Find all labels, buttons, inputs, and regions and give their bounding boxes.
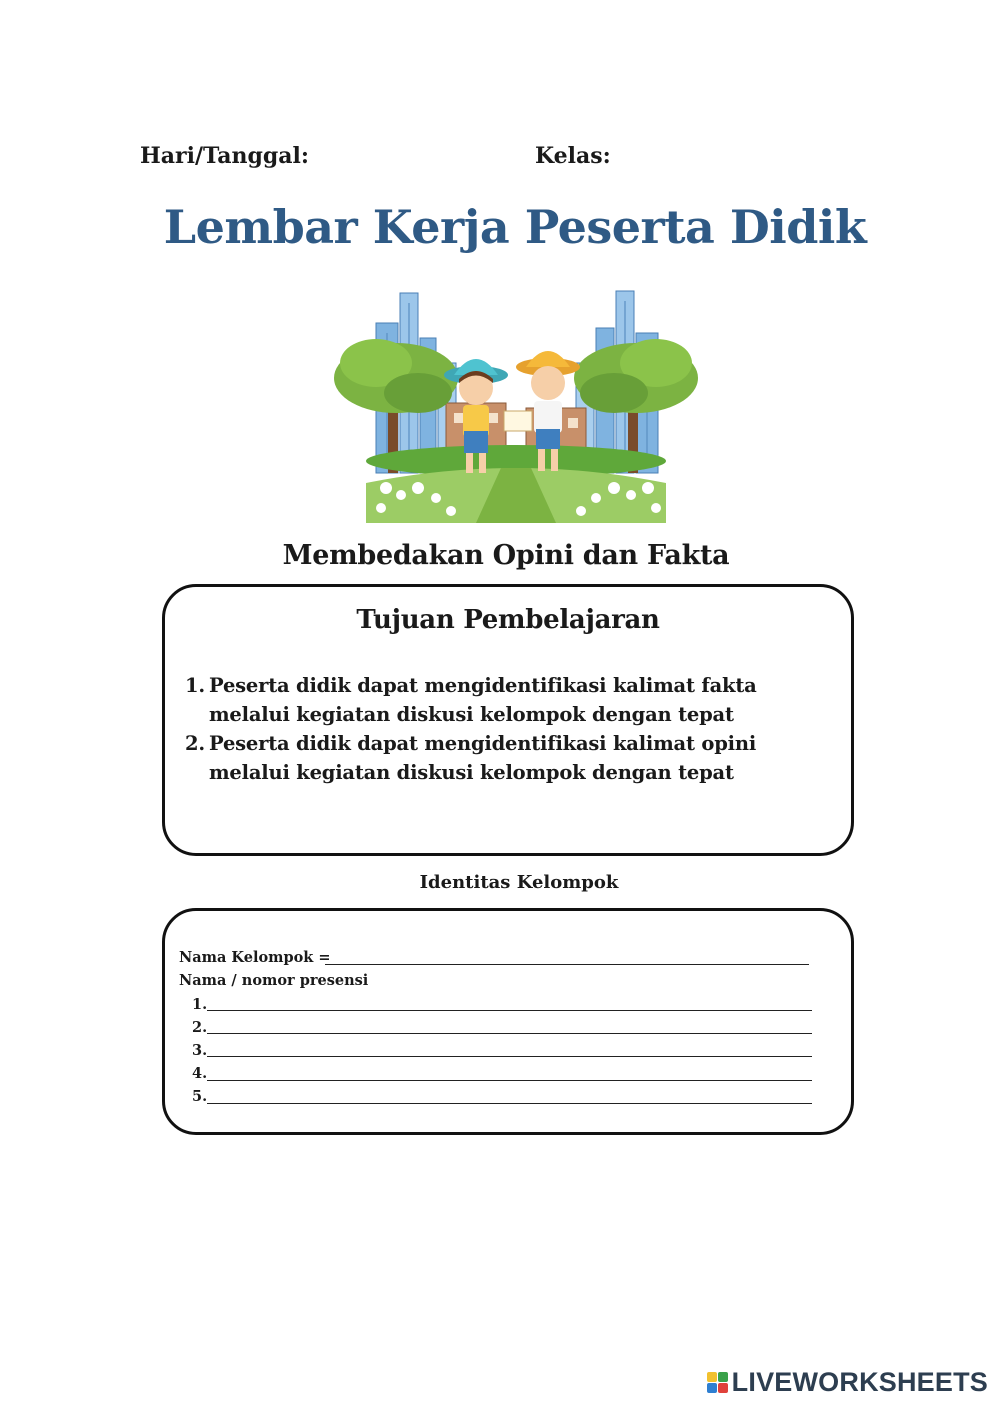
group-name-line[interactable]	[325, 964, 809, 965]
logo-tile	[718, 1372, 728, 1382]
learning-objectives-box	[162, 584, 854, 856]
member-line-4[interactable]	[207, 1080, 812, 1081]
member-number: 1.	[192, 996, 208, 1013]
objective-number: 2.	[185, 732, 205, 755]
group-identity-heading: Identitas Kelompok	[419, 872, 619, 893]
objectives-heading: Tujuan Pembelajaran	[356, 605, 660, 635]
objective-text: Peserta didik dapat mengidentifikasi kalimat opini melalui kegiatan diskusi kelompok dengan tepat	[209, 732, 757, 784]
members-label: Nama / nomor presensi	[179, 972, 369, 989]
date-label: Hari/Tanggal:	[140, 143, 310, 169]
group-identity-box	[162, 908, 854, 1135]
objective-text: Peserta didik dapat mengidentifikasi kalimat fakta melalui kegiatan diskusi kelompok dengan tepat	[209, 674, 757, 726]
watermark-text: LIVEWORKSHEETS	[731, 1367, 988, 1397]
member-line-2[interactable]	[207, 1033, 812, 1034]
objective-item	[185, 671, 825, 729]
page-title: Lembar Kerja Peserta Didik	[163, 200, 867, 254]
group-name-label: Nama Kelompok =	[179, 949, 331, 966]
liveworksheets-watermark	[707, 1367, 988, 1398]
objective-number: 1.	[185, 674, 205, 697]
member-number: 2.	[192, 1019, 208, 1036]
logo-tile	[718, 1383, 728, 1393]
member-line-5[interactable]	[207, 1103, 812, 1104]
member-number: 3.	[192, 1042, 208, 1059]
class-label: Kelas:	[535, 143, 611, 169]
logo-tile	[707, 1372, 717, 1382]
objective-item	[185, 729, 825, 787]
objectives-list	[185, 671, 825, 787]
liveworksheets-logo-icon	[707, 1372, 728, 1393]
worksheet-subtitle: Membedakan Opini dan Fakta	[282, 540, 730, 571]
logo-tile	[707, 1383, 717, 1393]
member-line-1[interactable]	[207, 1010, 812, 1011]
children-city-park-illustration	[326, 283, 706, 525]
member-number: 5.	[192, 1088, 208, 1105]
member-number: 4.	[192, 1065, 208, 1082]
member-line-3[interactable]	[207, 1056, 812, 1057]
